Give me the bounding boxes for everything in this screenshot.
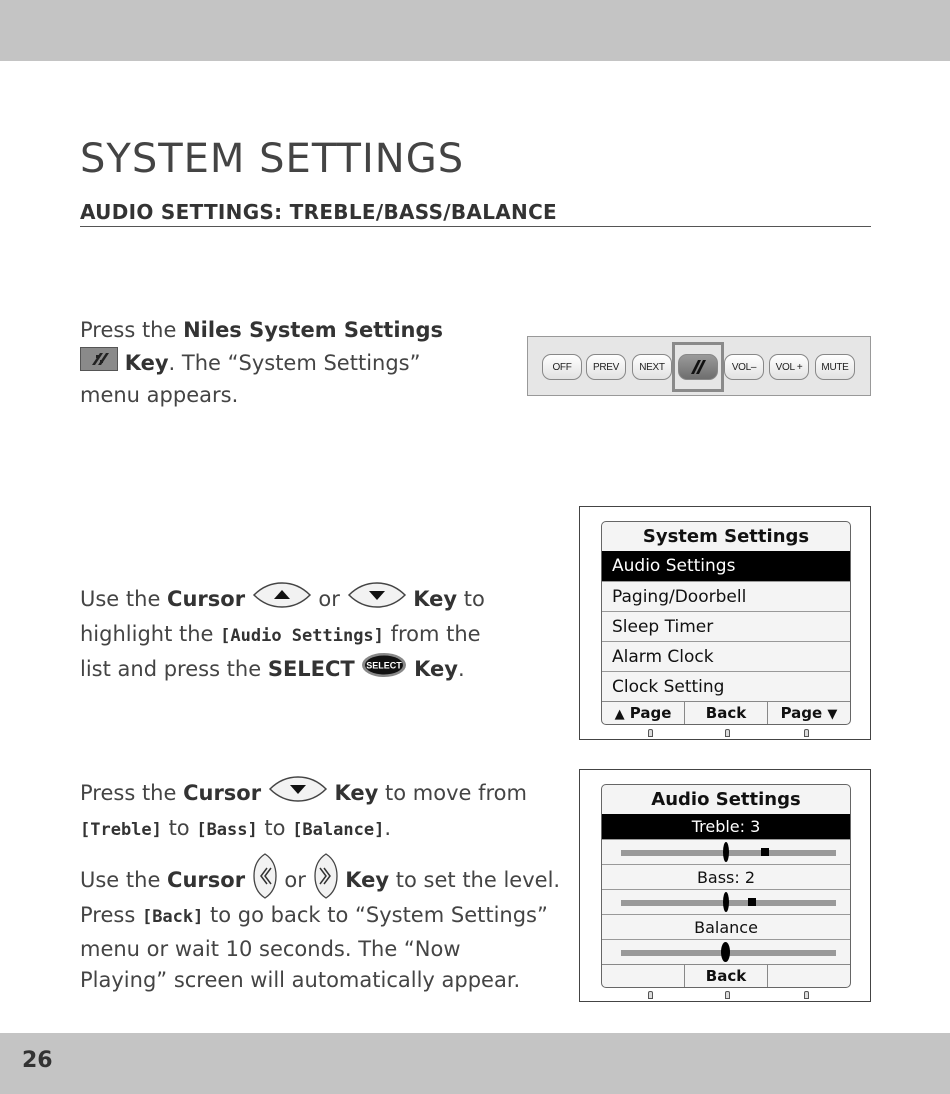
step3-p2-key: Key xyxy=(345,867,390,892)
header-band xyxy=(0,0,950,61)
step3-p3-t1: Press xyxy=(80,903,142,927)
step2-text-1: Use the xyxy=(80,586,168,611)
audio-settings-screen xyxy=(579,769,871,1002)
softkey-bar xyxy=(602,964,850,987)
system-settings-icon xyxy=(686,357,710,377)
softkey-tick xyxy=(648,729,653,737)
step3-to-2: to xyxy=(257,815,293,840)
step3-cursor-word: Cursor xyxy=(183,780,262,805)
bass-label[interactable]: Bass: 2 xyxy=(602,864,850,889)
step2-key-word: Key xyxy=(413,586,458,611)
step3-bass-label: [Bass] xyxy=(196,819,258,840)
softkey-tick xyxy=(648,991,653,999)
vol-up-button[interactable]: VOL + xyxy=(769,354,809,380)
step3-back-label: [Back] xyxy=(141,907,204,927)
footer-band xyxy=(0,1033,950,1094)
lcd-display xyxy=(601,784,851,988)
softkey-page-down[interactable] xyxy=(768,702,850,724)
step2-text-5: . xyxy=(457,656,465,681)
step3-p3-t4: Playing” screen will automatically appear. xyxy=(80,968,521,992)
system-settings-icon xyxy=(80,347,118,381)
step3-p3-t2: to go back to “System Settings” xyxy=(203,903,548,927)
step1-key-name: Niles System Settings xyxy=(183,318,444,342)
step2-text xyxy=(80,581,550,688)
step3-text-3 xyxy=(80,900,570,997)
section-subtitle: AUDIO SETTINGS: TREBLE/BASS/BALANCE xyxy=(80,200,558,224)
menu-item-clock-setting[interactable]: Clock Setting xyxy=(602,671,850,701)
step2-select-word: SELECT xyxy=(267,656,355,681)
step2-text-4: list and press the xyxy=(80,656,268,681)
vol-down-button[interactable]: VOL– xyxy=(724,354,764,380)
step3-balance-label: [Balance] xyxy=(292,819,385,840)
step2-text-or: or xyxy=(311,586,347,611)
softkey-right[interactable] xyxy=(768,965,850,987)
step3-p2-t3: to set the level. xyxy=(389,867,561,892)
step3-treble-label: [Treble] xyxy=(80,819,162,840)
softkey-back[interactable]: Back xyxy=(685,702,768,724)
softkey-ticks xyxy=(580,729,870,737)
softkey-back[interactable]: Back xyxy=(685,965,768,987)
menu-item-paging-doorbell[interactable]: Paging/Doorbell xyxy=(602,581,850,611)
chevron-down-icon: ▼ xyxy=(827,707,838,722)
softkey-page-up[interactable] xyxy=(602,702,685,724)
step2-key-word-2: Key xyxy=(414,656,458,681)
mute-button[interactable]: MUTE xyxy=(815,354,855,380)
slider-center-mark xyxy=(721,942,730,962)
step1-text-1: Press the xyxy=(80,318,184,342)
softkey-tick xyxy=(804,991,809,999)
page-title: SYSTEM SETTINGS xyxy=(80,136,465,182)
menu-item-sleep-timer[interactable]: Sleep Timer xyxy=(602,611,850,641)
prev-button[interactable]: PREV xyxy=(586,354,626,380)
off-button[interactable]: OFF xyxy=(542,354,582,380)
step3-p2-or: or xyxy=(277,867,313,892)
step3-p3-t3: menu or wait 10 seconds. The “Now xyxy=(80,936,461,961)
softkey-left[interactable] xyxy=(602,965,685,987)
step1-text-2: . The “System Settings” xyxy=(168,350,421,375)
step1-text-3: menu appears. xyxy=(80,383,239,407)
treble-slider[interactable] xyxy=(602,839,850,864)
softkey-tick xyxy=(804,729,809,737)
next-button[interactable]: NEXT xyxy=(632,354,672,380)
menu-item-audio-settings[interactable]: Audio Settings xyxy=(602,551,850,581)
select-key-icon xyxy=(361,652,407,688)
remote-button-strip xyxy=(527,336,871,396)
slider-center-mark xyxy=(723,892,729,912)
step2-menu-item: [Audio Settings] xyxy=(220,625,384,646)
softkey-tick xyxy=(725,991,730,999)
step2-cursor-word: Cursor xyxy=(167,586,246,611)
chevron-up-icon: ▲ xyxy=(614,707,625,722)
system-settings-screen xyxy=(579,506,871,740)
step3-p2-t1: Use the xyxy=(80,867,168,892)
bass-slider[interactable] xyxy=(602,889,850,914)
step3-text-1 xyxy=(80,775,570,846)
step3-t2: to move from xyxy=(378,780,527,805)
system-settings-button[interactable] xyxy=(678,354,718,380)
step3-t1: Press the xyxy=(80,780,184,805)
step3-to-1: to xyxy=(161,815,197,840)
step1-key-word: Key xyxy=(124,350,169,375)
step1-text xyxy=(80,315,500,412)
cursor-down-icon xyxy=(268,775,328,813)
select-key-label: SELECT xyxy=(366,660,403,671)
cursor-up-icon xyxy=(252,581,312,619)
softkey-bar xyxy=(602,701,850,724)
step2-text-to: to xyxy=(457,586,485,611)
step3-p2-cursor: Cursor xyxy=(167,867,246,892)
softkey-page-up-label: Page xyxy=(629,704,672,722)
treble-label[interactable]: Treble: 3 xyxy=(602,814,850,839)
balance-slider[interactable] xyxy=(602,939,850,964)
subtitle-rule xyxy=(80,226,871,227)
softkey-tick xyxy=(725,729,730,737)
menu-item-alarm-clock[interactable]: Alarm Clock xyxy=(602,641,850,671)
softkey-page-down-label: Page xyxy=(780,704,823,722)
step3-period: . xyxy=(384,815,391,840)
step2-text-3: from the xyxy=(383,621,481,646)
softkey-ticks xyxy=(580,991,870,999)
slider-knob[interactable] xyxy=(748,898,756,906)
slider-center-mark xyxy=(723,842,729,862)
lcd-title: Audio Settings xyxy=(651,789,801,810)
lcd-display xyxy=(601,521,851,725)
page-number: 26 xyxy=(22,1048,53,1073)
slider-knob[interactable] xyxy=(761,848,769,856)
step3-key-word: Key xyxy=(334,780,379,805)
cursor-down-icon xyxy=(347,581,407,619)
step2-text-2: highlight the xyxy=(80,621,221,646)
balance-label[interactable]: Balance xyxy=(602,914,850,939)
lcd-title: System Settings xyxy=(642,526,810,547)
